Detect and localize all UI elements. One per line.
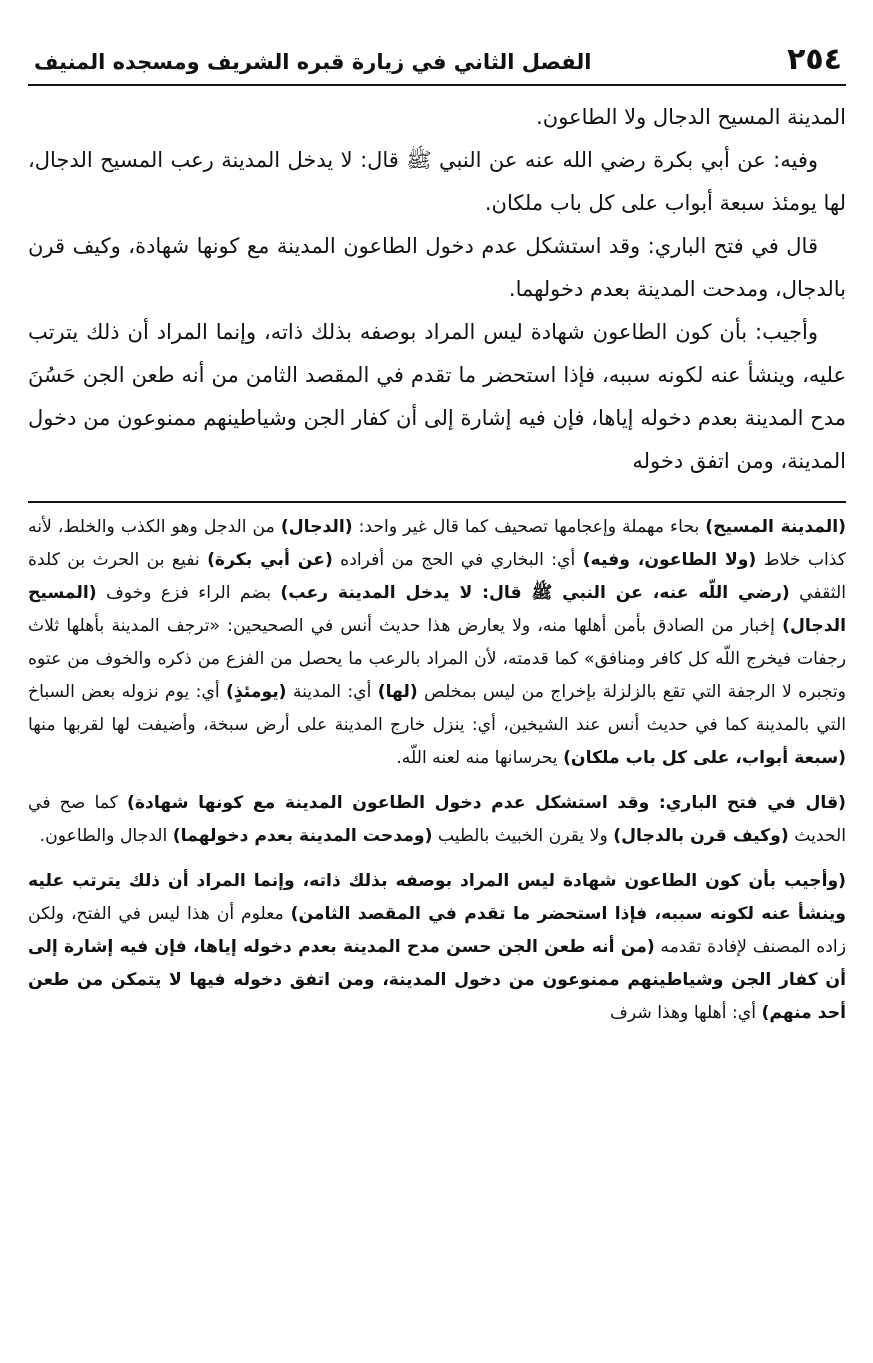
quoted-text: (المسيح الدجال) bbox=[28, 583, 846, 636]
quoted-text: (وكيف قرن بالدجال) bbox=[613, 826, 789, 846]
commentary-text: ولا يقرن الخبيث بالطيب bbox=[432, 826, 614, 846]
quoted-text: (ومدحت المدينة بعدم دخولهما) bbox=[172, 826, 433, 846]
footnote-divider bbox=[28, 501, 846, 503]
commentary-text: إخبار من الصادق بأمن أهلها منه، ولا يعارض هذا حديث أنس في الصحيحين: «ترجف المدينة بأهلها ثلاث رجفات فيخرج اللّه كل كافر ومنافق» كما قدمته، لأن المراد بالرعب ما يحصل من الفزع من ذكره والخوف من عتوه وتجبره لا الرجفة التي تقع بالزلزلة بإخراج من ليس بمخلص bbox=[28, 616, 846, 702]
commentary-text: أي: أهلها وهذا شرف bbox=[610, 1003, 762, 1023]
commentary-text: أي: البخاري في الحج من أفراده bbox=[332, 550, 583, 570]
commentary-paragraph bbox=[28, 787, 846, 853]
quoted-text: (وأجيب بأن كون الطاعون شهادة ليس المراد بوصفه بذلك ذاته، وإنما المراد أن ذلك يترتب عليه وينشأ عنه لكونه سببه، فإذا استحضر ما تقدم في المقصد الثامن) bbox=[28, 871, 846, 924]
main-text bbox=[28, 96, 846, 483]
book-page bbox=[28, 40, 846, 1042]
commentary-text: بحاء مهملة وإعجامها تصحيف كما قال غير واحد: bbox=[352, 517, 706, 537]
commentary bbox=[28, 511, 846, 1030]
commentary-text: الدجال والطاعون. bbox=[39, 826, 173, 846]
commentary-text: أي: يوم نزوله بعض السباخ التي بالمدينة كما في حديث أنس عند الشيخين، أي: ينزل خارج المدينة على أرض سبخة، وأضيفت لها لقربها منها bbox=[28, 682, 846, 735]
main-text-paragraph: وفيه: عن أبي بكرة رضي الله عنه عن النبي ﷺ قال: لا يدخل المدينة رعب المسيح الدجال، لها يومئذ سبعة أبواب على كل باب ملكان. bbox=[28, 148, 846, 215]
quoted-text: (ولا الطاعون، وفيه) bbox=[582, 550, 757, 570]
quoted-text: (من أنه طعن الجن حسن مدح المدينة بعدم دخوله إياها، فإن فيه إشارة إلى أن كفار الجن وشياطينهم ممنوعون من دخول المدينة، ومن اتفق دخوله فيها لا يتمكن من طعن أحد منهم) bbox=[28, 937, 846, 1023]
quoted-text: (لها) bbox=[377, 682, 418, 702]
commentary-paragraph bbox=[28, 865, 846, 1030]
main-text-paragraph: قال في فتح الباري: وقد استشكل عدم دخول الطاعون المدينة مع كونها شهادة، وكيف قرن بالدجال، ومدحت المدينة بعدم دخولهما. bbox=[28, 234, 846, 301]
quoted-text: (قال في فتح الباري: وقد استشكل عدم دخول الطاعون المدينة مع كونها شهادة) bbox=[127, 793, 846, 813]
commentary-text: معلوم أن هذا ليس في الفتح، ولكن زاده المصنف لإفادة تقدمه bbox=[28, 904, 846, 957]
quoted-text: (الدجال) bbox=[280, 517, 353, 537]
commentary-paragraph bbox=[28, 511, 846, 775]
commentary-text: بضم الراء فزع وخوف bbox=[96, 583, 281, 603]
main-text-line: المدينة المسيح الدجال ولا الطاعون. bbox=[536, 105, 846, 129]
quoted-text: (المدينة المسيح) bbox=[705, 517, 846, 537]
commentary-text: نفيع بن الحرث بن كلدة الثقفي bbox=[28, 550, 847, 603]
commentary-text: من الدجل وهو الكذب والخلط، لأنه كذاب خلاط bbox=[28, 517, 846, 570]
quoted-text: (سبعة أبواب، على كل باب ملكان) bbox=[563, 748, 846, 768]
commentary-text: أي: المدينة bbox=[286, 682, 378, 702]
running-title: الفصل الثاني في زيارة قبره الشريف ومسجده المنيف bbox=[34, 50, 592, 74]
quoted-text: (رضي اللّه عنه، عن النبي ﷺ قال: لا يدخل المدينة رعب) bbox=[280, 583, 790, 603]
commentary-text: يحرسانها منه لعنه اللّه. bbox=[396, 748, 564, 768]
quoted-text: (يومئذٍ) bbox=[226, 682, 287, 702]
commentary-text: كما صح في الحديث bbox=[28, 793, 846, 846]
quoted-text: (عن أبي بكرة) bbox=[207, 550, 333, 570]
main-text-paragraph: وأجيب: بأن كون الطاعون شهادة ليس المراد بوصفه بذلك ذاته، وإنما المراد أن ذلك يترتب عليه، وينشأ عنه لكونه سببه، فإذا استحضر ما تقدم في المقصد الثامن من أنه طعن الجن حَسُنَ مدح المدينة بعدم دخوله إياها، فإن فيه إشارة إلى أن كفار الجن وشياطينهم ممنوعون من دخول المدينة، ومن اتفق دخوله bbox=[28, 320, 846, 473]
page-header bbox=[28, 40, 846, 86]
page-number: ٢٥٤ bbox=[787, 42, 842, 77]
